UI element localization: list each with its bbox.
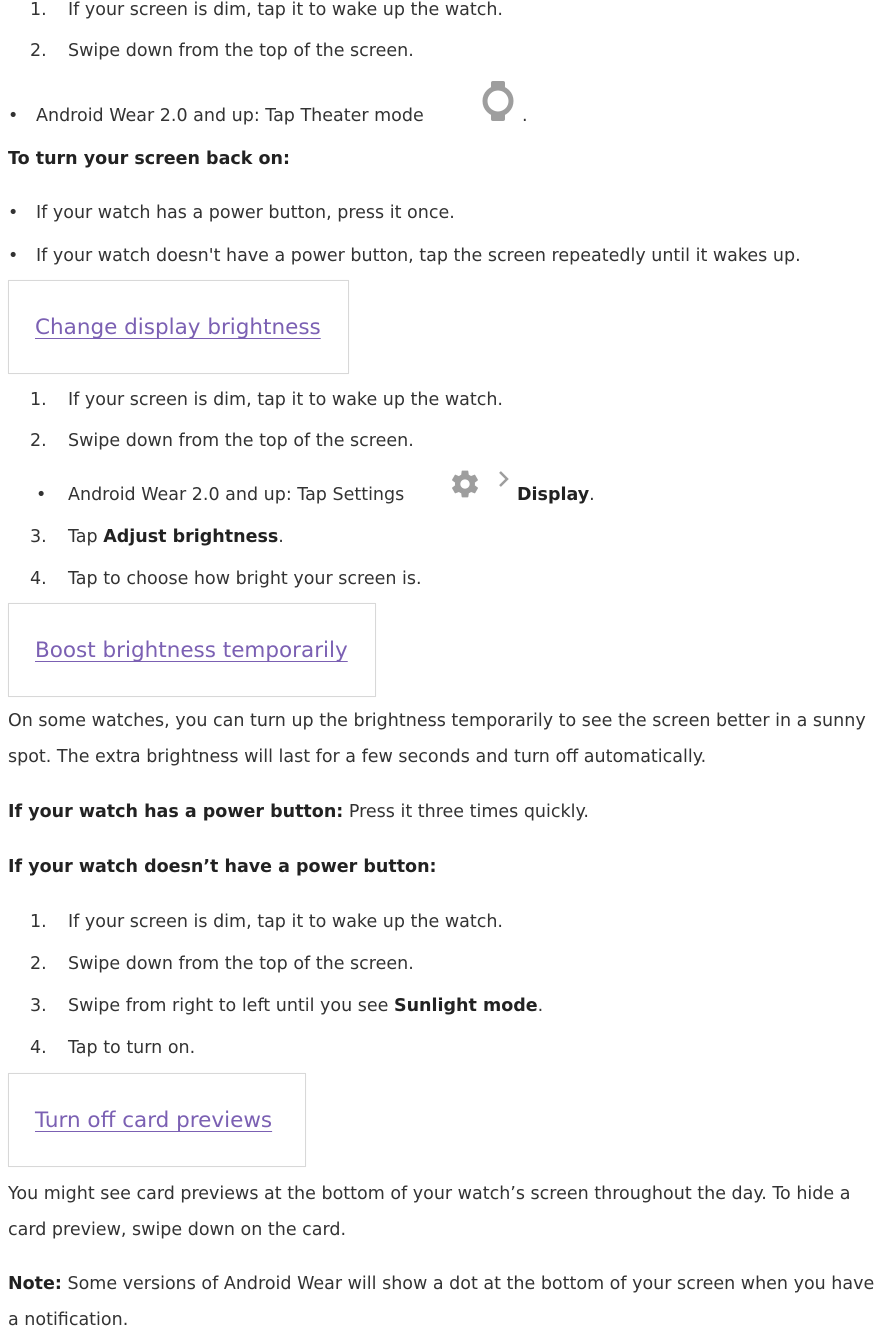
section-header-box xyxy=(8,280,349,374)
list-item-text: Swipe from right to left until you see Sunlight mode. xyxy=(68,996,544,1016)
bullet: • xyxy=(8,203,19,223)
power-button-instruction: If your watch has a power button: Press it three times quickly. xyxy=(8,802,589,822)
list-item-text: Swipe down from the top of the screen. xyxy=(68,954,414,974)
section-header-box xyxy=(8,1073,306,1167)
bullet-tail: . xyxy=(522,106,528,126)
paragraph: On some watches, you can turn up the brightness temporarily to see the screen better in a sunny spot. The extra brightness will last for a few seconds and turn off automatically. xyxy=(8,711,866,767)
list-number: 2. xyxy=(30,41,47,61)
boost-brightness-link[interactable]: Boost brightness temporarily xyxy=(35,638,348,663)
watch-icon xyxy=(480,80,516,122)
list-item-text: If your screen is dim, tap it to wake up the watch. xyxy=(68,390,503,410)
list-number: 1. xyxy=(30,0,47,20)
bullet: • xyxy=(36,485,47,505)
list-number: 2. xyxy=(30,431,47,451)
list-item-text: Android Wear 2.0 and up: Tap Theater mode xyxy=(36,106,424,126)
section-header-box xyxy=(8,603,376,697)
list-number: 2. xyxy=(30,954,47,974)
list-item-text: Swipe down from the top of the screen. xyxy=(68,431,414,451)
display-label: Display. xyxy=(517,485,595,505)
change-brightness-link[interactable]: Change display brightness xyxy=(35,315,321,340)
list-number: 4. xyxy=(30,1038,47,1058)
list-number: 1. xyxy=(30,912,47,932)
list-item-text: If your screen is dim, tap it to wake up the watch. xyxy=(68,0,503,20)
no-power-button-heading: If your watch doesn’t have a power button: xyxy=(8,857,437,877)
list-number: 4. xyxy=(30,569,47,589)
list-item-text: Swipe down from the top of the screen. xyxy=(68,41,414,61)
list-item-text: Android Wear 2.0 and up: Tap Settings xyxy=(68,485,405,505)
list-item-text: If your watch doesn't have a power button, tap the screen repeatedly until it wakes up. xyxy=(36,246,801,266)
chevron-right-icon xyxy=(496,468,512,490)
list-item-text: If your watch has a power button, press it once. xyxy=(36,203,455,223)
list-item-text: If your screen is dim, tap it to wake up the watch. xyxy=(68,912,503,932)
list-number: 3. xyxy=(30,527,47,547)
section-heading: To turn your screen back on: xyxy=(8,149,290,169)
bullet: • xyxy=(8,106,19,126)
gear-icon xyxy=(448,468,482,500)
turn-off-card-previews-link[interactable]: Turn off card previews xyxy=(35,1108,273,1133)
list-number: 3. xyxy=(30,996,47,1016)
list-item-text: Tap to turn on. xyxy=(68,1038,196,1058)
paragraph: You might see card previews at the bottom of your watch’s screen throughout the day. To hide a card preview, swipe down on the card. xyxy=(8,1184,851,1240)
list-item-text: Tap to choose how bright your screen is. xyxy=(68,569,422,589)
list-number: 1. xyxy=(30,390,47,410)
list-item-text: Tap Adjust brightness. xyxy=(68,527,284,547)
bullet: • xyxy=(8,246,19,266)
note-paragraph: Note: Some versions of Android Wear will show a dot at the bottom of your screen when you have a notification. xyxy=(8,1274,875,1330)
